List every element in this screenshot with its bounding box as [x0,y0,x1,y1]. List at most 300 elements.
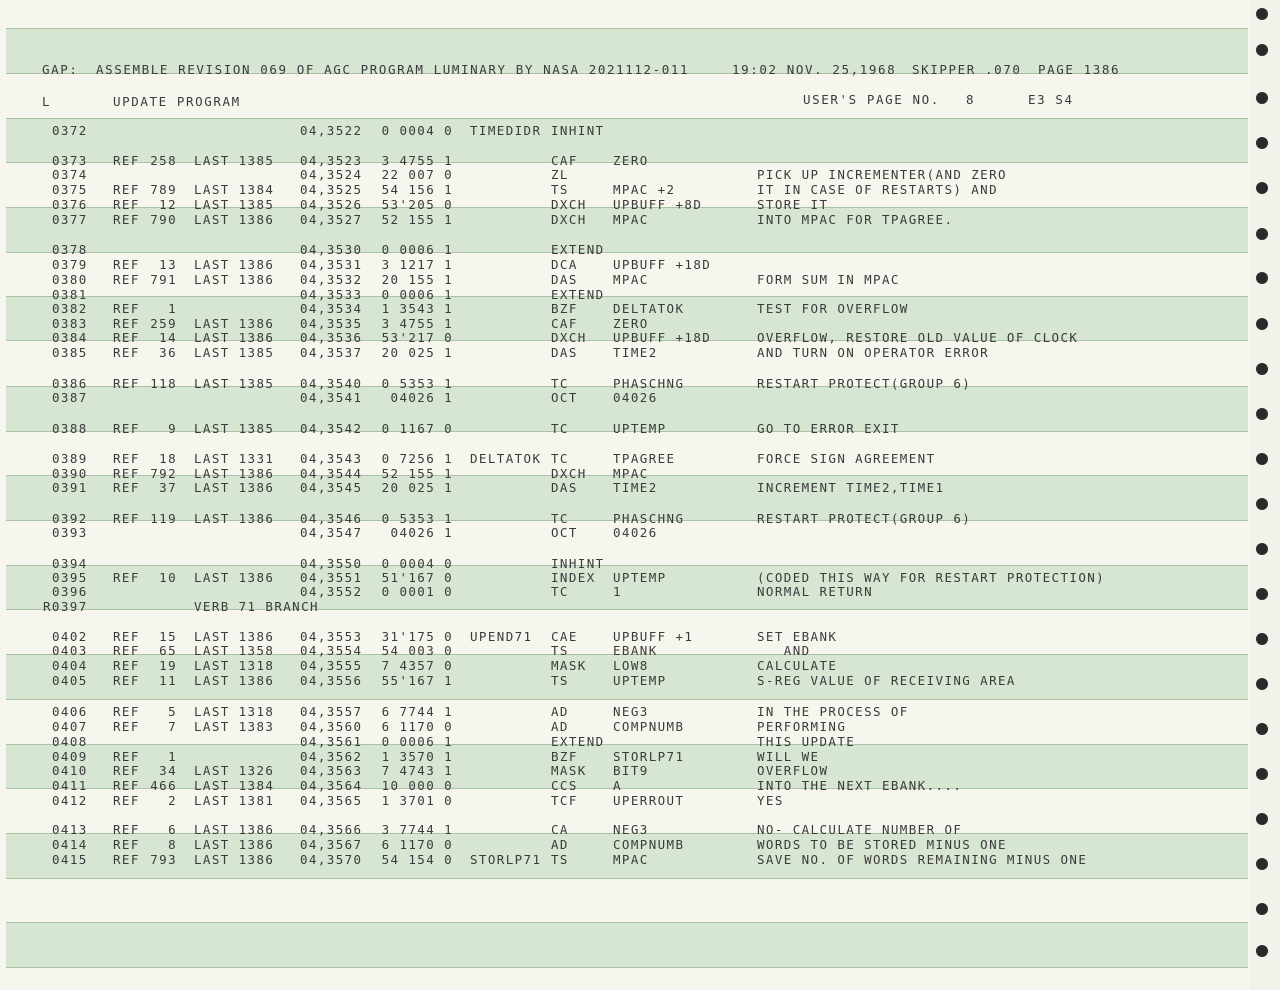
comment: RESTART PROTECT(GROUP 6) [757,376,972,391]
memory-address: 04,3550 [300,556,363,571]
line-number: 0380 [52,272,88,287]
line-number: 0402 [52,629,88,644]
operand: COMPNUMB [613,837,685,852]
memory-address: 04,3542 [300,421,363,436]
memory-address: 04,3565 [300,793,363,808]
operand: A [613,778,622,793]
operand: MPAC [613,466,649,481]
ref-keyword: REF [113,345,140,360]
operand: NEG3 [613,822,649,837]
opcode: INHINT [551,123,605,138]
octal-value: 20 155 1 [381,272,453,287]
octal-value: 0 0006 1 [381,242,453,257]
memory-address: 04,3532 [300,272,363,287]
operand: UPTEMP [613,421,667,436]
octal-value: 0 0006 1 [381,734,453,749]
memory-address: 04,3524 [300,167,363,182]
ref-keyword: REF [113,421,140,436]
symbol-label: TIMEDIDR [470,123,542,138]
ref-keyword: REF [113,301,140,316]
operand: 1 [613,584,622,599]
opcode: AD [551,704,569,719]
operand: UPTEMP [613,570,667,585]
last-reference: LAST 1381 [194,793,275,808]
opcode: TC [551,376,569,391]
comment: AND [757,643,811,658]
last-reference: LAST 1326 [194,763,275,778]
line-number: 0411 [52,778,88,793]
ref-keyword: REF [113,763,140,778]
last-reference: LAST 1318 [194,658,275,673]
memory-address: 04,3561 [300,734,363,749]
last-reference: LAST 1384 [194,182,275,197]
users-page-number: 8 [966,92,976,107]
ref-keyword: REF [113,629,140,644]
memory-address: 04,3566 [300,822,363,837]
opcode: TS [551,673,569,688]
ref-count: 36 [159,345,177,360]
operand: LOW8 [613,658,649,673]
page-number: PAGE 1386 [1038,62,1121,77]
last-reference: LAST 1383 [194,719,275,734]
memory-address: 04,3534 [300,301,363,316]
line-number: 0376 [52,197,88,212]
ref-count: 1 [168,749,177,764]
feed-hole-icon [1256,903,1268,915]
comment: NO- CALCULATE NUMBER OF [757,822,963,837]
opcode: TS [551,852,569,867]
opcode: TC [551,451,569,466]
last-reference: LAST 1385 [194,345,275,360]
operand: TIME2 [613,480,658,495]
memory-address: 04,3544 [300,466,363,481]
comment: OVERFLOW [757,763,829,778]
feed-hole-icon [1256,723,1268,735]
opcode: TCF [551,793,578,808]
memory-address: 04,3560 [300,719,363,734]
comment: GO TO ERROR EXIT [757,421,900,436]
line-number: 0387 [52,390,88,405]
octal-value: 55'167 1 [381,673,453,688]
memory-address: 04,3533 [300,287,363,302]
band-rule [6,296,1248,297]
feed-hole-icon [1256,588,1268,600]
ref-count: 34 [159,763,177,778]
ref-count: 792 [150,466,177,481]
last-reference: LAST 1386 [194,629,275,644]
ref-count: 7 [168,719,177,734]
last-reference: LAST 1385 [194,421,275,436]
line-number: 0405 [52,673,88,688]
ref-keyword: REF [113,330,140,345]
operand: UPBUFF +18D [613,330,712,345]
line-number: 0378 [52,242,88,257]
comment: WILL WE [757,749,820,764]
operand: TIME2 [613,345,658,360]
ref-keyword: REF [113,212,140,227]
memory-address: 04,3546 [300,511,363,526]
feed-hole-icon [1256,813,1268,825]
print-time: 19:02 NOV. 25,1968 [732,62,897,77]
revision-code: E3 S4 [1028,92,1074,107]
ref-count: 13 [159,257,177,272]
comment: OVERFLOW, RESTORE OLD VALUE OF CLOCK [757,330,1079,345]
band-rule [6,744,1248,745]
last-reference: LAST 1386 [194,852,275,867]
opcode: EXTEND [551,734,605,749]
tractor-feed-strip [1250,0,1280,990]
memory-address: 04,3530 [300,242,363,257]
opcode: EXTEND [551,287,605,302]
line-number: 0394 [52,556,88,571]
octal-value: 10 000 0 [381,778,453,793]
last-reference: LAST 1385 [194,376,275,391]
memory-address: 04,3557 [300,704,363,719]
ref-keyword: REF [113,719,140,734]
comment: FORM SUM IN MPAC [757,272,900,287]
feed-hole-icon [1256,453,1268,465]
opcode: MASK [551,658,587,673]
memory-address: 04,3535 [300,316,363,331]
last-reference: LAST 1386 [194,480,275,495]
feed-hole-icon [1256,182,1268,194]
comment: YES [757,793,784,808]
line-number: 0379 [52,257,88,272]
operand: MPAC [613,272,649,287]
line-number: 0412 [52,793,88,808]
operand: BIT9 [613,763,649,778]
last-reference: LAST 1386 [194,822,275,837]
ref-keyword: REF [113,511,140,526]
band-rule [6,878,1248,879]
line-number: 0385 [52,345,88,360]
ref-count: 118 [150,376,177,391]
ref-keyword: REF [113,466,140,481]
memory-address: 04,3526 [300,197,363,212]
operand: TPAGREE [613,451,676,466]
feed-hole-icon [1256,92,1268,104]
ref-count: 15 [159,629,177,644]
comment: NORMAL RETURN [757,584,874,599]
memory-address: 04,3556 [300,673,363,688]
ref-keyword: REF [113,837,140,852]
band-rule [6,967,1248,968]
octal-value: 6 1170 0 [381,719,453,734]
line-number: 0389 [52,451,88,466]
ref-keyword: REF [113,480,140,495]
opcode: TC [551,421,569,436]
comment: INTO THE NEXT EBANK.... [757,778,963,793]
last-reference: LAST 1386 [194,466,275,481]
memory-address: 04,3523 [300,153,363,168]
opcode: DAS [551,345,578,360]
ref-keyword: REF [113,257,140,272]
band-rule [6,28,1248,29]
ref-count: 791 [150,272,177,287]
octal-value: 3 7744 1 [381,822,453,837]
symbol-label: STORLP71 [470,852,542,867]
opcode: TC [551,511,569,526]
memory-address: 04,3537 [300,345,363,360]
octal-value: 3 4755 1 [381,153,453,168]
operand: UPBUFF +18D [613,257,712,272]
green-band [6,922,1248,967]
line-number: 0391 [52,480,88,495]
octal-value: 52 155 1 [381,212,453,227]
ref-keyword: REF [113,182,140,197]
octal-value: 7 4357 0 [381,658,453,673]
octal-value: 54 154 0 [381,852,453,867]
opcode: DAS [551,272,578,287]
operand: 04026 [613,390,658,405]
memory-address: 04,3552 [300,584,363,599]
ref-count: 14 [159,330,177,345]
feed-hole-icon [1256,228,1268,240]
opcode: OCT [551,390,578,405]
memory-address: 04,3527 [300,212,363,227]
ref-keyword: REF [113,793,140,808]
ref-count: 790 [150,212,177,227]
ref-keyword: REF [113,643,140,658]
memory-address: 04,3545 [300,480,363,495]
line-number: 0409 [52,749,88,764]
line-number: 0383 [52,316,88,331]
opcode: DCA [551,257,578,272]
last-reference: VERB 71 BRANCH [194,599,319,614]
operand: STORLP71 [613,749,685,764]
opcode: TS [551,182,569,197]
last-reference: LAST 1386 [194,272,275,287]
last-reference: LAST 1385 [194,153,275,168]
memory-address: 04,3547 [300,525,363,540]
opcode: DAS [551,480,578,495]
comment: PERFORMING [757,719,847,734]
ref-count: 18 [159,451,177,466]
octal-value: 6 7744 1 [381,704,453,719]
comment: RESTART PROTECT(GROUP 6) [757,511,972,526]
ref-keyword: REF [113,822,140,837]
memory-address: 04,3555 [300,658,363,673]
ref-keyword: REF [113,197,140,212]
ref-count: 119 [150,511,177,526]
ref-count: 19 [159,658,177,673]
operand: ZERO [613,153,649,168]
comment: INCREMENT TIME2,TIME1 [757,480,945,495]
ref-keyword: REF [113,153,140,168]
feed-hole-icon [1256,137,1268,149]
ref-count: 37 [159,480,177,495]
gap-label: GAP: [42,62,79,77]
last-reference: LAST 1386 [194,212,275,227]
octal-value: 0 0001 0 [381,584,453,599]
operand: NEG3 [613,704,649,719]
ref-count: 11 [159,673,177,688]
memory-address: 04,3536 [300,330,363,345]
feed-hole-icon [1256,272,1268,284]
last-reference: LAST 1318 [194,704,275,719]
octal-value: 6 1170 0 [381,837,453,852]
last-reference: LAST 1386 [194,511,275,526]
band-rule [6,565,1248,566]
ref-count: 5 [168,704,177,719]
ref-count: 6 [168,822,177,837]
opcode: AD [551,837,569,852]
feed-hole-icon [1256,945,1268,957]
band-rule [6,922,1248,923]
opcode: AD [551,719,569,734]
operand: 04026 [613,525,658,540]
comment: IN THE PROCESS OF [757,704,909,719]
line-number: 0406 [52,704,88,719]
operand: DELTATOK [613,301,685,316]
opcode: ZL [551,167,569,182]
skipper-value: SKIPPER .070 [912,62,1022,77]
feed-hole-icon [1256,318,1268,330]
last-reference: LAST 1384 [194,778,275,793]
feed-hole-icon [1256,363,1268,375]
operand: MPAC +2 [613,182,676,197]
comment: SAVE NO. OF WORDS REMAINING MINUS ONE [757,852,1088,867]
ref-keyword: REF [113,658,140,673]
ref-keyword: REF [113,749,140,764]
ref-keyword: REF [113,852,140,867]
line-number: 0390 [52,466,88,481]
line-number: 0403 [52,643,88,658]
comment: IT IN CASE OF RESTARTS) AND [757,182,998,197]
opcode: MASK [551,763,587,778]
octal-value: 7 4743 1 [381,763,453,778]
comment: TEST FOR OVERFLOW [757,301,909,316]
line-number: 0396 [52,584,88,599]
opcode: DXCH [551,197,587,212]
ref-keyword: REF [113,376,140,391]
opcode: CA [551,822,569,837]
memory-address: 04,3562 [300,749,363,764]
line-number: 0384 [52,330,88,345]
ref-keyword: REF [113,316,140,331]
comment: THIS UPDATE [757,734,856,749]
last-reference: LAST 1331 [194,451,275,466]
band-rule [6,118,1248,119]
memory-address: 04,3564 [300,778,363,793]
memory-address: 04,3531 [300,257,363,272]
comment: WORDS TO BE STORED MINUS ONE [757,837,1007,852]
operand: MPAC [613,212,649,227]
log-section-label: L [42,94,52,109]
line-number: 0404 [52,658,88,673]
octal-value: 0 5353 1 [381,511,453,526]
memory-address: 04,3551 [300,570,363,585]
feed-hole-icon [1256,8,1268,20]
last-reference: LAST 1386 [194,257,275,272]
comment: SET EBANK [757,629,838,644]
memory-address: 04,3554 [300,643,363,658]
octal-value: 31'175 0 [381,629,453,644]
operand: UPTEMP [613,673,667,688]
opcode: BZF [551,301,578,316]
ref-count: 9 [168,421,177,436]
opcode: DXCH [551,212,587,227]
feed-hole-icon [1256,44,1268,56]
operand: EBANK [613,643,658,658]
band-rule [6,252,1248,253]
octal-value: 04026 1 [390,525,453,540]
operand: UPBUFF +8D [613,197,703,212]
octal-value: 1 3701 0 [381,793,453,808]
users-page-label: USER'S PAGE NO. [803,92,940,107]
memory-address: 04,3541 [300,390,363,405]
octal-value: 0 0004 0 [381,123,453,138]
opcode: CAF [551,316,578,331]
octal-value: 20 025 1 [381,345,453,360]
ref-keyword: REF [113,778,140,793]
opcode: OCT [551,525,578,540]
feed-hole-icon [1256,768,1268,780]
octal-value: 53'205 0 [381,197,453,212]
octal-value: 51'167 0 [381,570,453,585]
symbol-label: DELTATOK [470,451,542,466]
memory-address: 04,3525 [300,182,363,197]
octal-value: 20 025 1 [381,480,453,495]
band-rule [6,788,1248,789]
comment: STORE IT [757,197,829,212]
opcode: INHINT [551,556,605,571]
opcode: BZF [551,749,578,764]
octal-value: 1 3570 1 [381,749,453,764]
band-rule [6,699,1248,700]
ref-keyword: REF [113,272,140,287]
octal-value: 0 0006 1 [381,287,453,302]
line-number: 0388 [52,421,88,436]
last-reference: LAST 1386 [194,837,275,852]
line-number: 0373 [52,153,88,168]
line-number: 0414 [52,837,88,852]
feed-hole-icon [1256,408,1268,420]
last-reference: LAST 1385 [194,197,275,212]
line-number: 0392 [52,511,88,526]
line-number: 0407 [52,719,88,734]
opcode: TC [551,584,569,599]
line-number: 0386 [52,376,88,391]
last-reference: LAST 1386 [194,330,275,345]
octal-value: 3 4755 1 [381,316,453,331]
program-title: UPDATE PROGRAM [113,94,241,109]
operand: UPERROUT [613,793,685,808]
comment: PICK UP INCREMENTER(AND ZERO [757,167,1007,182]
comment: S-REG VALUE OF RECEIVING AREA [757,673,1016,688]
memory-address: 04,3540 [300,376,363,391]
octal-value: 53'217 0 [381,330,453,345]
ref-keyword: REF [113,451,140,466]
band-rule [6,609,1248,610]
opcode: DXCH [551,466,587,481]
feed-hole-icon [1256,498,1268,510]
memory-address: 04,3553 [300,629,363,644]
line-number: 0374 [52,167,88,182]
symbol-label: UPEND71 [470,629,533,644]
opcode: CCS [551,778,578,793]
octal-value: 54 156 1 [381,182,453,197]
feed-hole-icon [1256,633,1268,645]
ref-count: 65 [159,643,177,658]
operand: MPAC [613,852,649,867]
ref-count: 12 [159,197,177,212]
memory-address: 04,3563 [300,763,363,778]
octal-value: 0 0004 0 [381,556,453,571]
line-number: 0393 [52,525,88,540]
ref-keyword: REF [113,704,140,719]
line-number: 0372 [52,123,88,138]
